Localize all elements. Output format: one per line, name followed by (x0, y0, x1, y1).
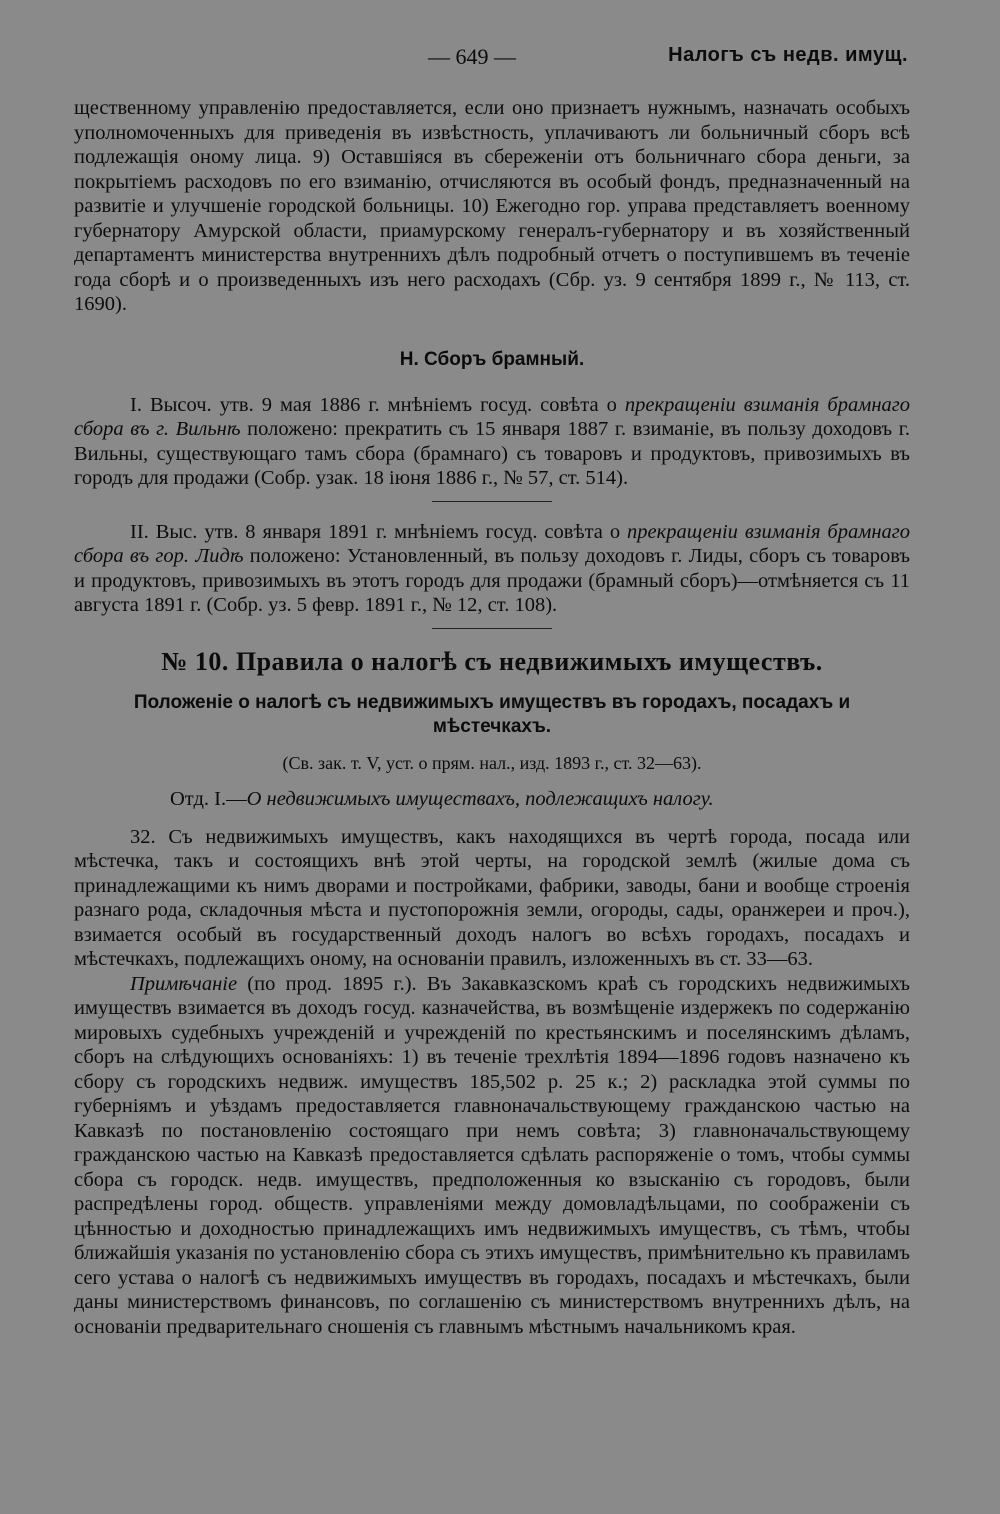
paragraph-vilna-end: положено: прекратить съ 15 января 1887 г. взиманіе, въ пользу доходовъ г. Вильны, существующаго тамъ сбора (брамнаго) съ товаровъ и продуктовъ, привозимыхъ въ городъ для продажи (Собр. узак. 18 іюня 1886 г., № 57, ст. 514). (74, 418, 910, 489)
running-head: Налогъ съ недв. имущ. (668, 44, 908, 66)
paragraph-lida-end: положено: Установленный, въ пользу доходовъ г. Лиды, сборъ съ товаровъ и продуктовъ, привозимыхъ въ этотъ городъ для продажи (брамный сборъ)—отмѣняется съ 11 августа 1891 г. (Собр. уз. 5 февр. 1891 г., № 12, ст. 108). (74, 545, 910, 616)
paragraph-lida (74, 520, 910, 618)
paragraph-vilna (74, 393, 910, 491)
paragraph-lida-italic: прекращеніи взиманія брамнаго сбора въ гор. Лидѣ (74, 520, 910, 567)
page-header (0, 44, 1000, 78)
divider-rule (432, 628, 552, 629)
continued-paragraph: щественному управленію предоставляется, если оно признаетъ нужнымъ, назначать особыхъ уполномоченныхъ для приведенія въ извѣстность, уплачиваютъ ли больничный сборъ всѣ подлежащія оному лица. 9) Оставшіяся въ сбереженіи отъ больничнаго сбора деньги, за покрытіемъ расходовъ по его взиманію, отчисляются въ особый фондъ, предназначенный на развитіе и улучшеніе городской больницы. 10) Ежегодно гор. управа представляетъ военному губернатору Амурской области, приамурскому генералъ-губернатору и въ хозяйственный департаментъ министерства внутреннихъ дѣлъ подробный отчетъ о поступившемъ въ теченіе года сборѣ и о произведенныхъ изъ него расходахъ (Сбр. уз. 9 сентября 1899 г., № 113, ст. 1690). (74, 97, 910, 315)
page-content (74, 96, 910, 1339)
section-10-title: № 10. Правила о налогѣ съ недвижимыхъ имуществъ. (161, 646, 823, 676)
department-prefix: Отд. I.— (170, 787, 247, 810)
article-32: 32. Съ недвижимыхъ имуществъ, какъ находящихся въ чертѣ города, посада или мѣстечка, такъ и состоящихъ внѣ этой черты, на городской землѣ (жилые дома съ принадлежащими къ нимъ дворами и постройками, фабрики, заводы, бани и вообще строенія разнаго рода, складочныя мѣста и пустопорожнія земли, огороды, сады, оранжереи и проч.), взимается особый въ государственный доходъ налогъ во всѣхъ городахъ, посадахъ и мѣстечкахъ, подлежащихъ оному, на основаніи правилъ, изложенныхъ въ ст. 33—63. (74, 825, 910, 970)
section-10-subtitle: Положеніе о налогѣ съ недвижимыхъ имуществъ въ городахъ, посадахъ и мѣстечкахъ. (133, 691, 851, 737)
source-citation: (Св. зак. т. V, уст. о прям. нал., изд. 1893 г., ст. 32—63). (282, 752, 702, 773)
paragraph-lida-start: II. Выс. утв. 8 января 1891 г. мнѣніемъ госуд. совѣта о (130, 520, 628, 543)
paragraph-vilna-italic: прекращеніи взиманія брамнаго сбора въ г. Вильнѣ (74, 393, 910, 440)
divider-rule (432, 501, 552, 502)
section-title-bramny: Н. Сборъ брамный. (399, 348, 585, 370)
note-text: (по прод. 1895 г.). Въ Закавказскомъ краѣ съ городскихъ недвижимыхъ имуществъ взимается въ доходъ госуд. казначейства, въ возмѣщеніе издержекъ по содержанію мировыхъ судебныхъ учрежденій и учрежденій по крестьянскимъ и поселянскимъ дѣламъ, сборъ на слѣдующихъ основаніяхъ: 1) въ теченіе трехлѣтія 1894—1896 годовъ назначено къ сбору съ городскихъ недвиж. имуществъ 185,502 р. 25 к.; 2) раскладка этой суммы по губерніямъ и уѣздамъ предоставляется главноначальствующему гражданскою частью на Кавказѣ по постановленію состоящаго при немъ совѣта; 3) главноначальствующему гражданскою частью на Кавказѣ предоставляется сдѣлать распоряженіе о томъ, чтобы суммы сбора съ городск. недв. имуществъ, предположенныя ко взысканію съ городовъ, были распредѣлены город. обществ. управленіями между домовладѣльцами, по соображеніи съ цѣнностью и доходностью принадлежащихъ имъ недвижимыхъ имуществъ, съ тѣмъ, чтобы ближайшія указанія по установленію сбора съ этихъ имуществъ, примѣнительно къ правиламъ сего устава о налогѣ съ недвижимыхъ имуществъ въ городахъ, посадахъ и мѣстечкахъ, были даны министерствомъ финансовъ, по соглашенію съ министерствомъ внутреннихъ дѣлъ, на основаніи предварительнаго сношенія съ главнымъ мѣстнымъ начальникомъ края. (74, 972, 910, 1338)
note-label: Примѣчаніе (130, 972, 238, 995)
note-paragraph (74, 972, 910, 1340)
department-heading (74, 788, 910, 811)
page-number: — 649 — (428, 44, 516, 69)
paragraph-vilna-start: I. Высоч. утв. 9 мая 1886 г. мнѣніемъ госуд. совѣта о (130, 393, 625, 416)
department-title: О недвижимыхъ имуществахъ, подлежащихъ налогу. (246, 787, 714, 810)
